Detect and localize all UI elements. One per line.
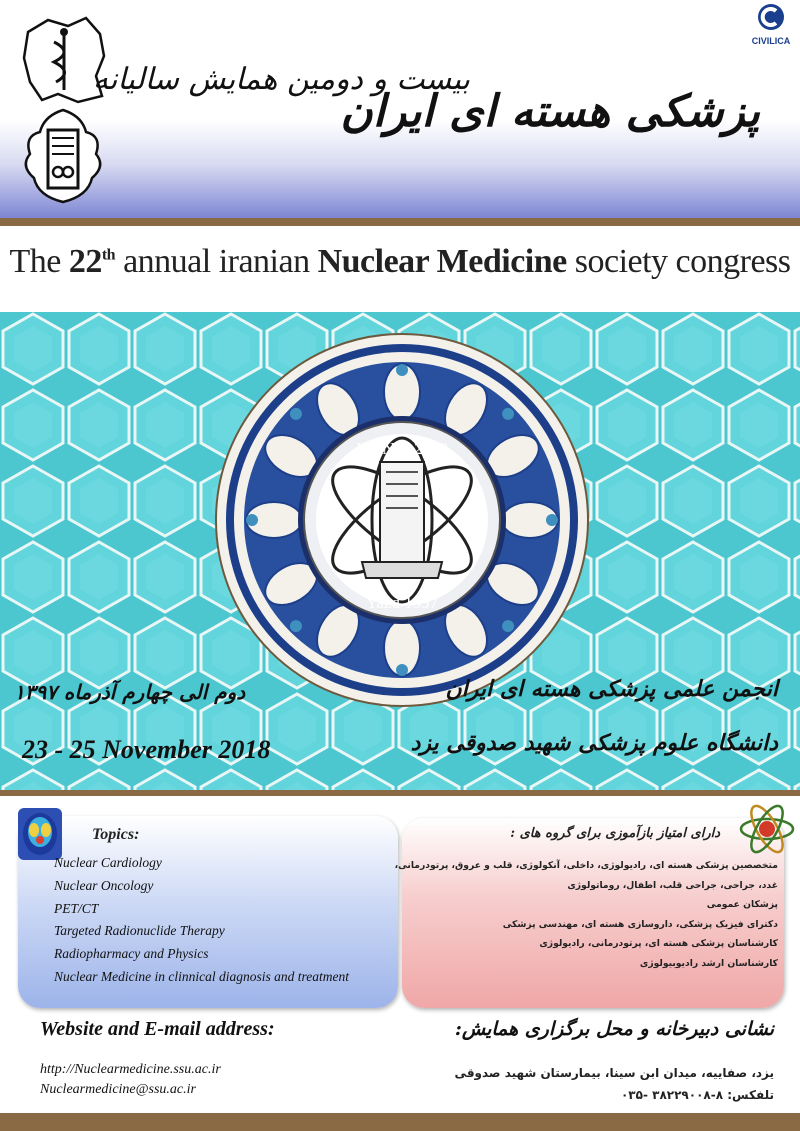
header-divider xyxy=(0,218,800,226)
list-item: PET/CT xyxy=(54,900,99,916)
civilica-logo[interactable] xyxy=(744,2,798,48)
list-item: Nuclear Cardiology xyxy=(54,855,162,870)
topics-list xyxy=(54,852,349,989)
en-title-suffix: th xyxy=(101,246,116,264)
nuclear-atom-icon xyxy=(738,800,796,858)
header-banner xyxy=(0,0,800,218)
list-item: غدد، جراحی، جراحی قلب، اطفال، روماتولوژی xyxy=(567,879,778,891)
persian-title-line1: بیست و دومین همایش سالیانه xyxy=(92,62,470,97)
en-title-end: society congress xyxy=(574,243,791,280)
secretariat-heading: نشانی دبیرخانه و محل برگزاری همایش: xyxy=(454,1018,774,1040)
tile-divider xyxy=(0,790,800,796)
groups-list xyxy=(395,856,778,973)
en-title-middle: annual iranian xyxy=(123,243,310,280)
groups-heading: دارای امتیاز بازآموزی برای گروه های : xyxy=(510,826,720,841)
persian-date: دوم الی چهارم آذرماه ۱۳۹۷ xyxy=(14,680,246,704)
list-item: دکترای فیزیک پزشکی، داروسازی هسته ای، مهندسی پزشکی xyxy=(502,918,778,930)
university-logo xyxy=(22,106,104,206)
en-title-bold: Nuclear Medicine xyxy=(317,243,567,280)
list-item: Targeted Radionuclide Therapy xyxy=(54,923,225,939)
bottom-divider xyxy=(0,1113,800,1131)
en-title-prefix: The xyxy=(9,243,61,280)
email-link[interactable]: Nuclearmedicine@ssu.ac.ir xyxy=(40,1082,196,1097)
tile-medallion-emblem xyxy=(212,330,592,710)
secretariat-phone: تلفکس: ۸-۳۸۲۲۹۰۰۸ -۰۳۵ xyxy=(620,1088,774,1102)
list-item: پزشکان عمومی xyxy=(706,899,778,910)
english-date: 23 - 25 November 2018 xyxy=(22,735,271,764)
emblem-top-text: IRSNM 2018 xyxy=(355,439,449,458)
list-item: Nuclear Oncology xyxy=(54,877,154,893)
english-title xyxy=(0,243,800,281)
emblem-bottom-text: Yazd 1397 xyxy=(365,593,439,612)
list-item: کارشناسان ارشد رادیوبیولوژی xyxy=(639,957,778,969)
list-item: کارشناسان پزشکی هسته ای، پرتودرمانی، رادیولوژی xyxy=(539,938,778,949)
list-item: متخصصین پزشکی هسته ای، رادیولوژی، داخلی، آنکولوژی، قلب و عروق، پرتودرمانی، xyxy=(394,860,778,871)
topics-heading: Topics: xyxy=(92,826,140,843)
persian-university: دانشگاه علوم پزشکی شهید صدوقی یزد xyxy=(410,730,778,756)
list-item: Nuclear Medicine in clinnical diagnosis and treatment xyxy=(54,968,349,984)
persian-title-line2: پزشکی هسته ای ایران xyxy=(340,86,760,137)
en-title-number: 22 xyxy=(68,243,102,280)
civilica-icon xyxy=(756,2,786,32)
list-item: Radiopharmacy and Physics xyxy=(54,946,209,962)
website-link[interactable]: http://Nuclearmedicine.ssu.ac.ir xyxy=(40,1062,221,1077)
persian-organizer: انجمن علمی پزشکی هسته ای ایران xyxy=(445,676,778,702)
secretariat-address: یزد، صفاییه، میدان ابن سینا، بیمارستان شهید صدوقی xyxy=(454,1066,774,1080)
civilica-label: CIVILICA xyxy=(751,36,791,46)
contact-heading: Website and E-mail address: xyxy=(40,1018,275,1040)
